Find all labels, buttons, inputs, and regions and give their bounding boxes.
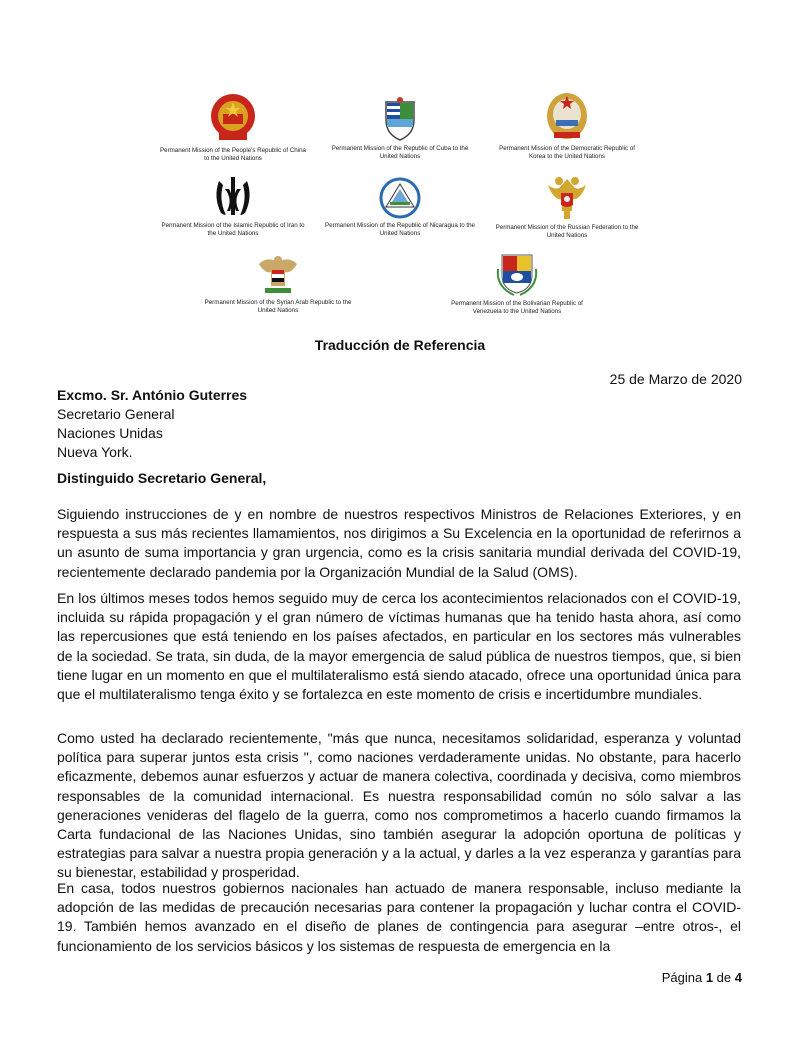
addressee-block — [57, 386, 247, 462]
letter-date: 25 de Marzo de 2020 — [609, 371, 742, 387]
syria-emblem-icon — [255, 252, 301, 296]
body-paragraph: En casa, todos nuestros gobiernos nacionales han actuado de manera responsable, incluso mediante la adopción de las medidas de precaución necesarias para contener la propagación y luchar contra el COVID-19. También hemos avanzado en el diseño de planes de contingencia para asegurar –entre otros-, el funcionamiento de los servicios básicos y los sistemas de respuesta de emergencia en la — [57, 880, 741, 954]
addressee-line: Secretario General — [57, 406, 175, 422]
mission-dprk — [492, 90, 642, 161]
addressee-name: Excmo. Sr. António Guterres — [57, 387, 248, 403]
mission-caption: Permanent Mission of the Syrian Arab Republic to the United Nations — [204, 299, 352, 314]
mission-nicaragua — [325, 177, 475, 238]
page-current: 1 — [705, 970, 714, 985]
mission-caption: Permanent Mission of the Republic of Cuba to the United Nations — [331, 145, 469, 160]
page-label: Página — [661, 970, 703, 985]
iran-emblem-icon — [211, 173, 255, 219]
venezuela-emblem-icon — [494, 249, 540, 297]
mission-venezuela — [442, 249, 592, 316]
dprk-emblem-icon — [544, 90, 590, 142]
addressee-line: Nueva York. — [57, 444, 133, 460]
body-paragraph: En los últimos meses todos hemos seguido muy de cerca los acontecimientos relacionados con el COVID-19, incluida su rápida propagación y el gran número de víctimas humanas que ha tenido hasta ahora, así como las repercusiones que está teniendo en los países afectados, en particular en los sectores más vulnerables de la sociedad. Se trata, sin duda, de la mayor emergencia de salud pública de nuestros tiempos, que, si bien tiene lugar en un momento en que el multilateralismo está siendo atacado, ofrece una oportunidad única para que el multilateralismo tenga éxito y se fortalezca en este momento de crisis e incertidumbre mundiales. — [57, 590, 741, 703]
cuba-emblem-icon — [380, 96, 420, 142]
body-paragraph: Como usted ha declarado recientemente, "más que nunca, necesitamos solidaridad, esperanza y voluntad política para superar juntos esta crisis ", como naciones verdaderamente unidas. No obstante, para hacerlo eficazmente, debemos aunar esfuerzos y actuar de manera colectiva, coordinada y decisiva, como miembros responsables de la comunidad internacional. Es nuestra responsabilidad común no sólo salvar a las generaciones venideras del flagelo de la guerra, como nos comprometimos a hacerlo cuando firmamos la Carta fundacional de las Naciones Unidas, sino también asegurar la adopción oportuna de políticas y estrategias para salvar a nuestra propia generación y a la actual, y darles a la vez esperanza y garantías para su bienestar, estabilidad y prosperidad. — [57, 730, 741, 881]
document-title: Traducción de Referencia — [314, 337, 486, 353]
body-paragraph: Siguiendo instrucciones de y en nombre de nuestros respectivos Ministros de Relaciones Exteriores, y en respuesta a sus más recientes llamamientos, nos dirigimos a Su Excelencia en la oportunidad de referirnos a un asunto de suma importancia y gran urgencia, como es la crisis sanitaria mundial derivada del COVID-19, recientemente declarado pandemia por la Organización Mundial de la Salud (OMS). — [57, 506, 741, 580]
china-emblem-icon — [209, 92, 257, 144]
mission-caption: Permanent Mission of the Russian Federation to the United Nations — [495, 224, 639, 239]
page-number — [662, 970, 742, 985]
mission-caption: Permanent Mission of the Islamic Republic of Iran to the United Nations — [161, 222, 305, 237]
page-of-label: de — [716, 970, 732, 985]
nicaragua-emblem-icon — [378, 177, 422, 219]
mission-russia — [492, 171, 642, 240]
salutation: Distinguido Secretario General, — [57, 470, 267, 486]
mission-iran — [158, 173, 308, 238]
addressee-line: Naciones Unidas — [57, 425, 163, 441]
page-total: 4 — [734, 970, 742, 985]
mission-caption: Permanent Mission of the Democratic Republic of Korea to the United Nations — [499, 145, 635, 160]
mission-china — [158, 92, 308, 163]
mission-caption: Permanent Mission of the People's Republic of China to the United Nations — [160, 147, 306, 162]
mission-syria — [203, 252, 353, 315]
russia-emblem-icon — [544, 171, 590, 221]
mission-caption: Permanent Mission of the Bolivarian Republic of Venezuela to the United Nations — [451, 300, 583, 315]
mission-caption: Permanent Mission of the Republic of Nicaragua to the United Nations — [325, 222, 475, 237]
mission-cuba — [325, 96, 475, 161]
